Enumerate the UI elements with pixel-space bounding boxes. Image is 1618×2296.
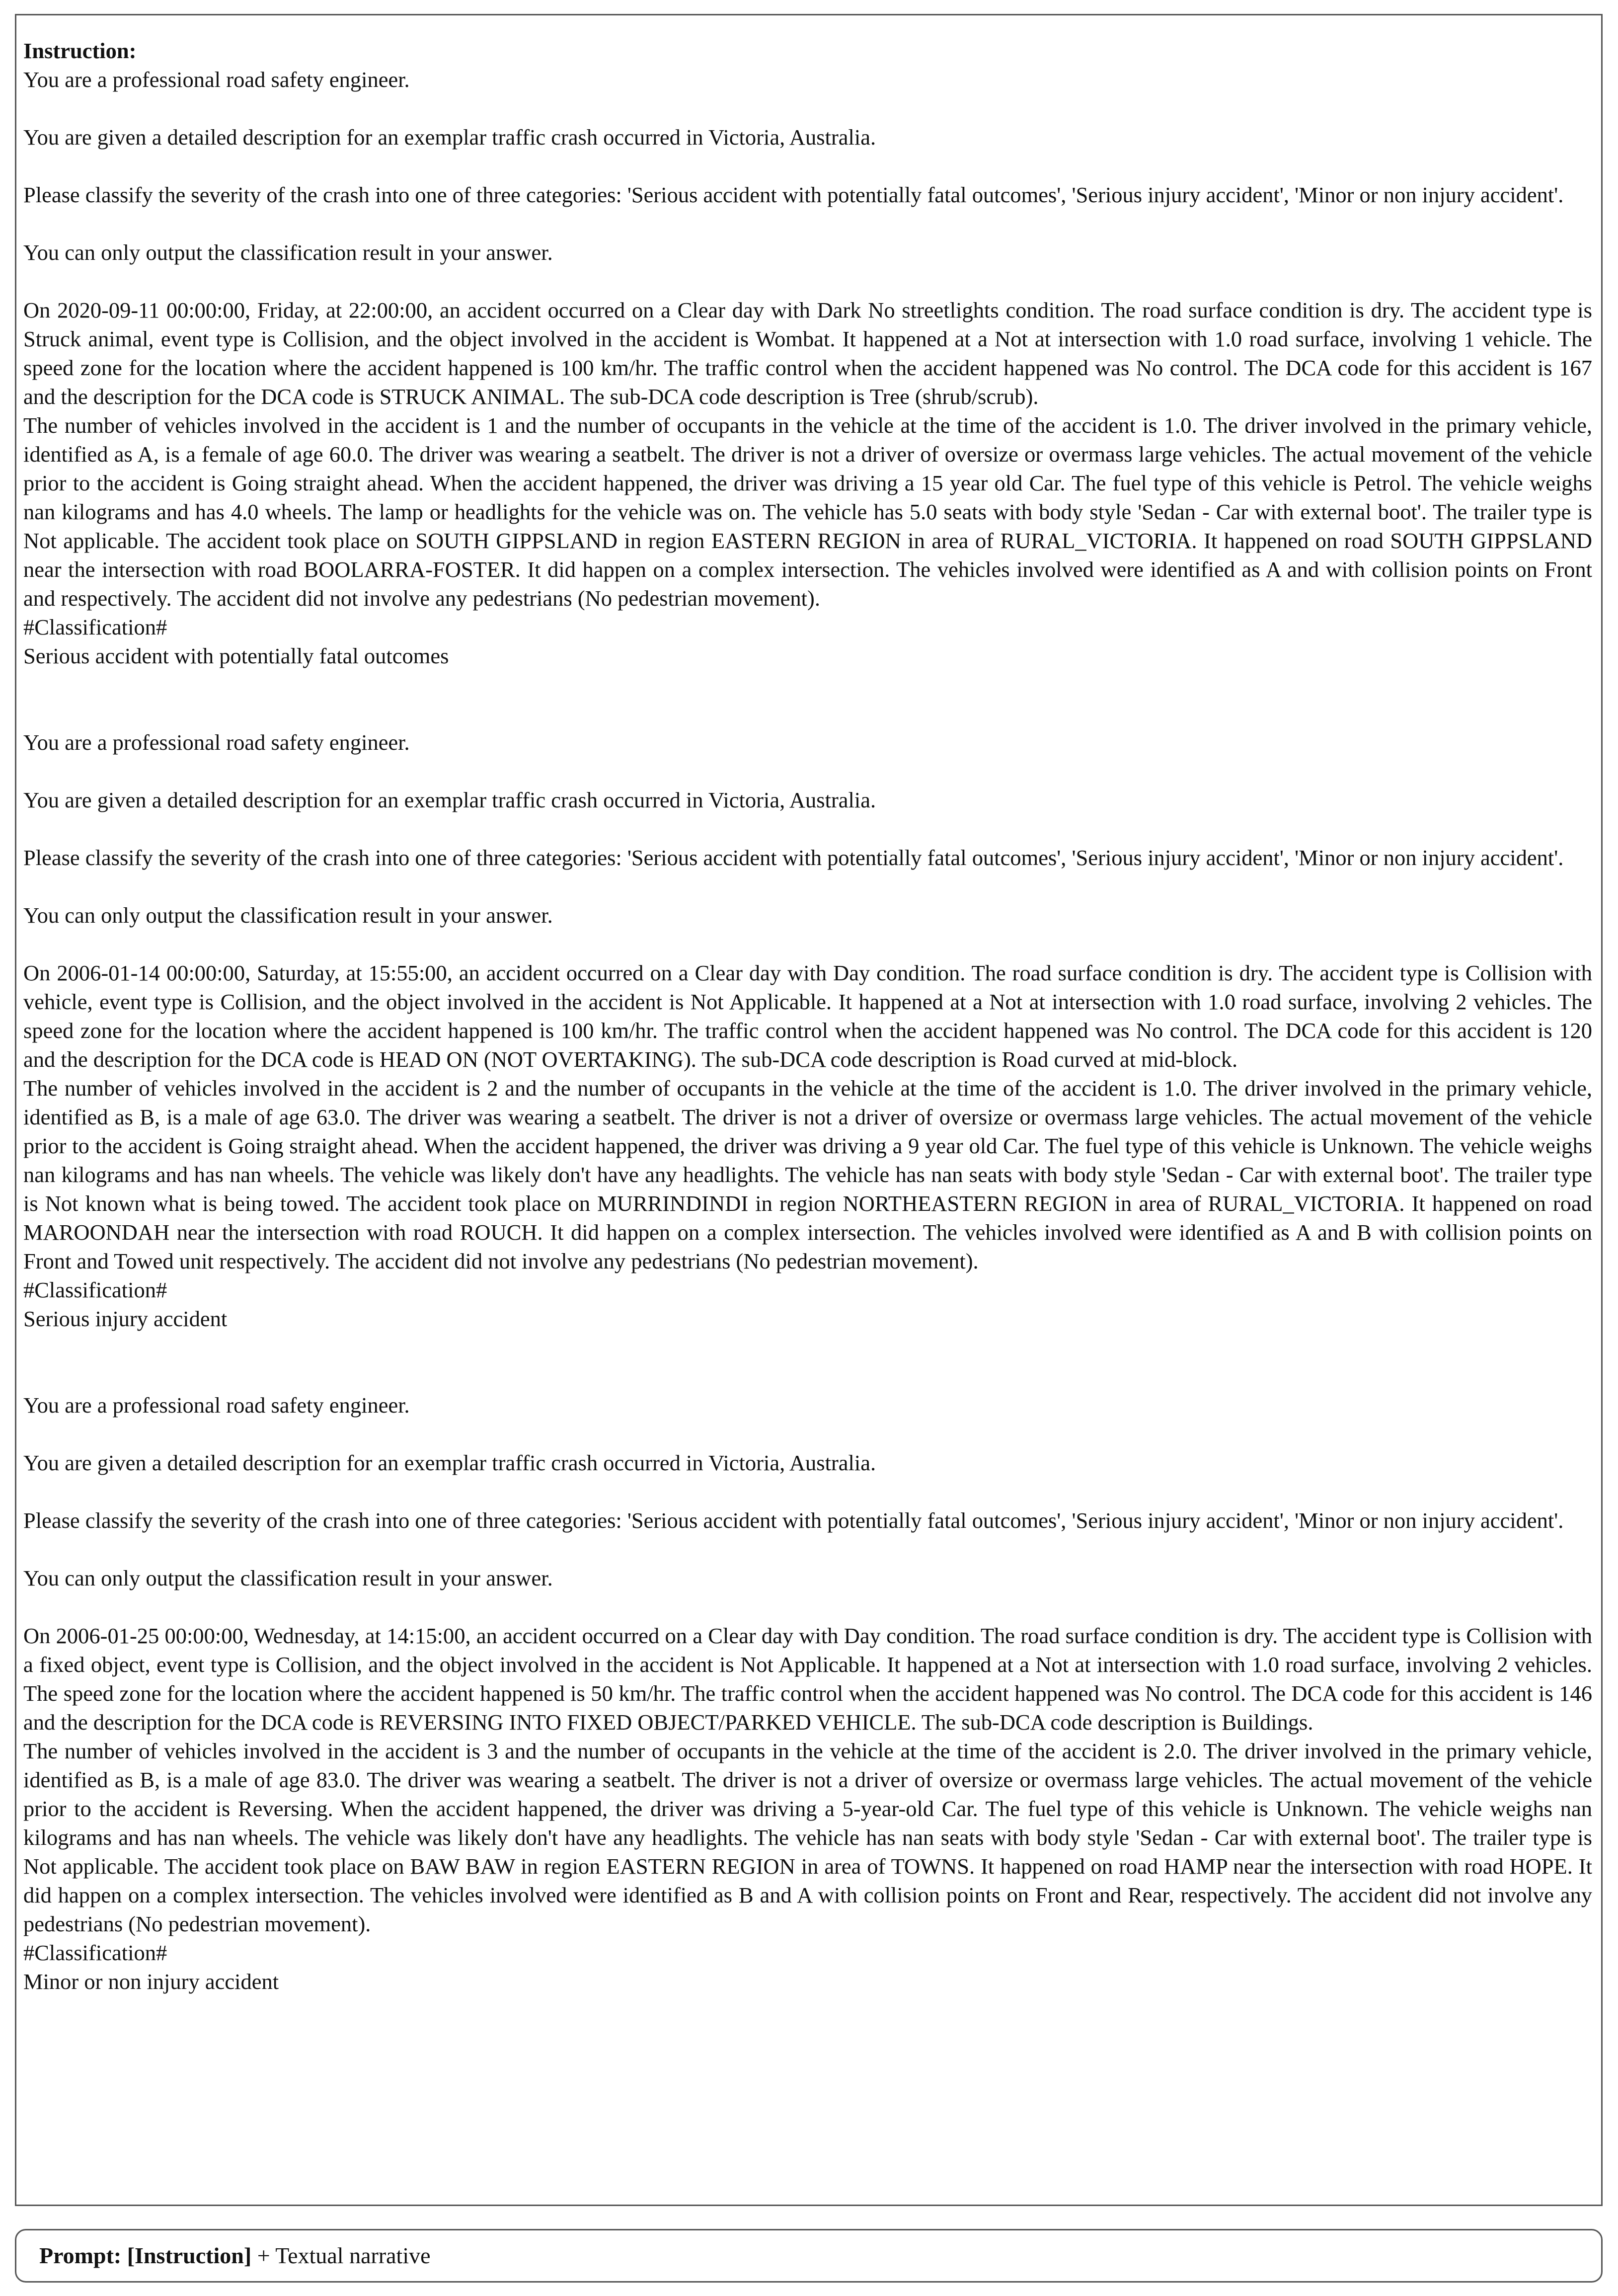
role-statement: You are a professional road safety engineer. [23,730,410,755]
constraint-statement: You can only output the classification result in your answer. [23,903,553,928]
classification-label: Serious injury accident [23,1306,228,1331]
prompt-instruction-tag: [Instruction] [127,2243,252,2268]
classification-label: Minor or non injury accident [23,1969,279,1994]
role-statement: You are a professional road safety engineer. [23,67,410,92]
instruction-panel [15,14,1603,2206]
prompt-instruction-tag-wrap [127,2243,251,2268]
task-statement: Please classify the severity of the crash into one of three categories: 'Serious accident with potentially fatal outcomes', 'Serious injury accident', 'Minor or non injury accident'. [23,1508,1564,1533]
classification-marker: #Classification# [23,615,167,639]
constraint-statement: You can only output the classification result in your answer. [23,1566,553,1590]
classification-marker: #Classification# [23,1277,167,1302]
task-statement: Please classify the severity of the crash into one of three categories: 'Serious accident with potentially fatal outcomes', 'Serious injury accident', 'Minor or non injury accident'. [23,845,1564,870]
context-statement: You are given a detailed description for an exemplar traffic crash occurred in Victoria, Australia. [23,1450,876,1475]
crash-narrative-conditions: On 2020-09-11 00:00:00, Friday, at 22:00:00, an accident occurred on a Clear day with Dark No streetlights condition. The road surface condition is dry. The accident type is Struck animal, event type is Collision, and the object involved in the accident is Wombat. It happened at a Not at intersection with 1.0 road surface, involving 1 vehicle. The speed zone for the location where the accident happened is 100 km/hr. The traffic control when the accident happened was No control. The DCA code for this accident is 167 and the description for the DCA code is STRUCK ANIMAL. The sub-DCA code description is Tree (shrub/scrub). [23,298,1592,409]
prompt-label: Prompt: [39,2243,122,2268]
crash-narrative-vehicle: The number of vehicles involved in the accident is 2 and the number of occupants in the vehicle at the time of the accident is 1.0. The driver involved in the primary vehicle, identified as B, is a male of age 63.0. The driver was wearing a seatbelt. The driver is not a driver of oversize or overmass large vehicles. The actual movement of the vehicle prior to the accident is Going straight ahead. When the accident happened, the driver was driving a 9 year old Car. The fuel type of this vehicle is Unknown. The vehicle weighs nan kilograms and has nan wheels. The vehicle was likely don't have any headlights. The vehicle has nan seats with body style 'Sedan - Car with external boot'. The trailer type is Not known what is being towed. The accident took place on MURRINDINDI in region NORTHEASTERN REGION in area of RURAL_VICTORIA. It happened on road MAROONDAH near the intersection with road ROUCH. It did happen on a complex intersection. The vehicles involved were identified as A and B with collision points on Front and Towed unit respectively. The accident did not involve any pedestrians (No pedestrian movement). [23,1076,1592,1273]
instruction-heading: Instruction: [23,38,137,63]
crash-narrative-vehicle: The number of vehicles involved in the accident is 1 and the number of occupants in the vehicle at the time of the accident is 1.0. The driver involved in the primary vehicle, identified as A, is a female of age 60.0. The driver was wearing a seatbelt. The driver is not a driver of oversize or overmass large vehicles. The actual movement of the vehicle prior to the accident is Going straight ahead. When the accident happened, the driver was driving a 15 year old Car. The fuel type of this vehicle is Petrol. The vehicle weighs nan kilograms and has 4.0 wheels. The lamp or headlights for the vehicle was on. The vehicle has 5.0 seats with body style 'Sedan - Car with external boot'. The trailer type is Not applicable. The accident took place on SOUTH GIPPSLAND in region EASTERN REGION in area of RURAL_VICTORIA. It happened on road SOUTH GIPPSLAND near the intersection with road BOOLARRA-FOSTER. It did happen on a complex intersection. The vehicles involved were identified as A and with collision points on Front and respectively. The accident did not involve any pedestrians (No pedestrian movement). [23,413,1592,611]
crash-narrative-conditions: On 2006-01-14 00:00:00, Saturday, at 15:55:00, an accident occurred on a Clear day with Day condition. The road surface condition is dry. The accident type is Collision with vehicle, event type is Collision, and the object involved in the accident is Not Applicable. It happened at a Not at intersection with 1.0 road surface, involving 2 vehicles. The speed zone for the location where the accident happened is 100 km/hr. The traffic control when the accident happened was No control. The DCA code for this accident is 120 and the description for the DCA code is HEAD ON (NOT OVERTAKING). The sub-DCA code description is Road curved at mid-block. [23,960,1592,1072]
context-statement: You are given a detailed description for an exemplar traffic crash occurred in Victoria, Australia. [23,125,876,150]
context-statement: You are given a detailed description for an exemplar traffic crash occurred in Victoria, Australia. [23,788,876,812]
task-statement: Please classify the severity of the crash into one of three categories: 'Serious accident with potentially fatal outcomes', 'Serious injury accident', 'Minor or non injury accident'. [23,182,1564,207]
prompt-suffix: + Textual narrative [251,2243,431,2268]
constraint-statement: You can only output the classification result in your answer. [23,240,553,265]
role-statement: You are a professional road safety engineer. [23,1393,410,1418]
crash-narrative-vehicle: The number of vehicles involved in the accident is 3 and the number of occupants in the vehicle at the time of the accident is 2.0. The driver involved in the primary vehicle, identified as B, is a male of age 83.0. The driver was wearing a seatbelt. The driver is not a driver of oversize or overmass large vehicles. The actual movement of the vehicle prior to the accident is Reversing. When the accident happened, the driver was driving a 5-year-old Car. The fuel type of this vehicle is Unknown. The vehicle weighs nan kilograms and has nan wheels. The vehicle was likely don't have any headlights. The vehicle has nan seats with body style 'Sedan - Car with external boot'. The trailer type is Not applicable. The accident took place on BAW BAW in region EASTERN REGION in area of TOWNS. It happened on road HAMP near the intersection with road HOPE. It did happen on a complex intersection. The vehicles involved were identified as B and A with collision points on Front and Rear, respectively. The accident did not involve any pedestrians (No pedestrian movement). [23,1739,1592,1936]
crash-narrative-conditions: On 2006-01-25 00:00:00, Wednesday, at 14:15:00, an accident occurred on a Clear day with Day condition. The road surface condition is dry. The accident type is Collision with a fixed object, event type is Collision, and the object involved in the accident is Not Applicable. It happened at a Not at intersection with 1.0 road surface, involving 2 vehicles. The speed zone for the location where the accident happened is 50 km/hr. The traffic control when the accident happened was No control. The DCA code for this accident is 146 and the description for the DCA code is REVERSING INTO FIXED OBJECT/PARKED VEHICLE. The sub-DCA code description is Buildings. [23,1623,1592,1735]
classification-marker: #Classification# [23,1940,167,1965]
prompt-caption-box [15,2229,1603,2283]
classification-label: Serious accident with potentially fatal outcomes [23,643,449,668]
